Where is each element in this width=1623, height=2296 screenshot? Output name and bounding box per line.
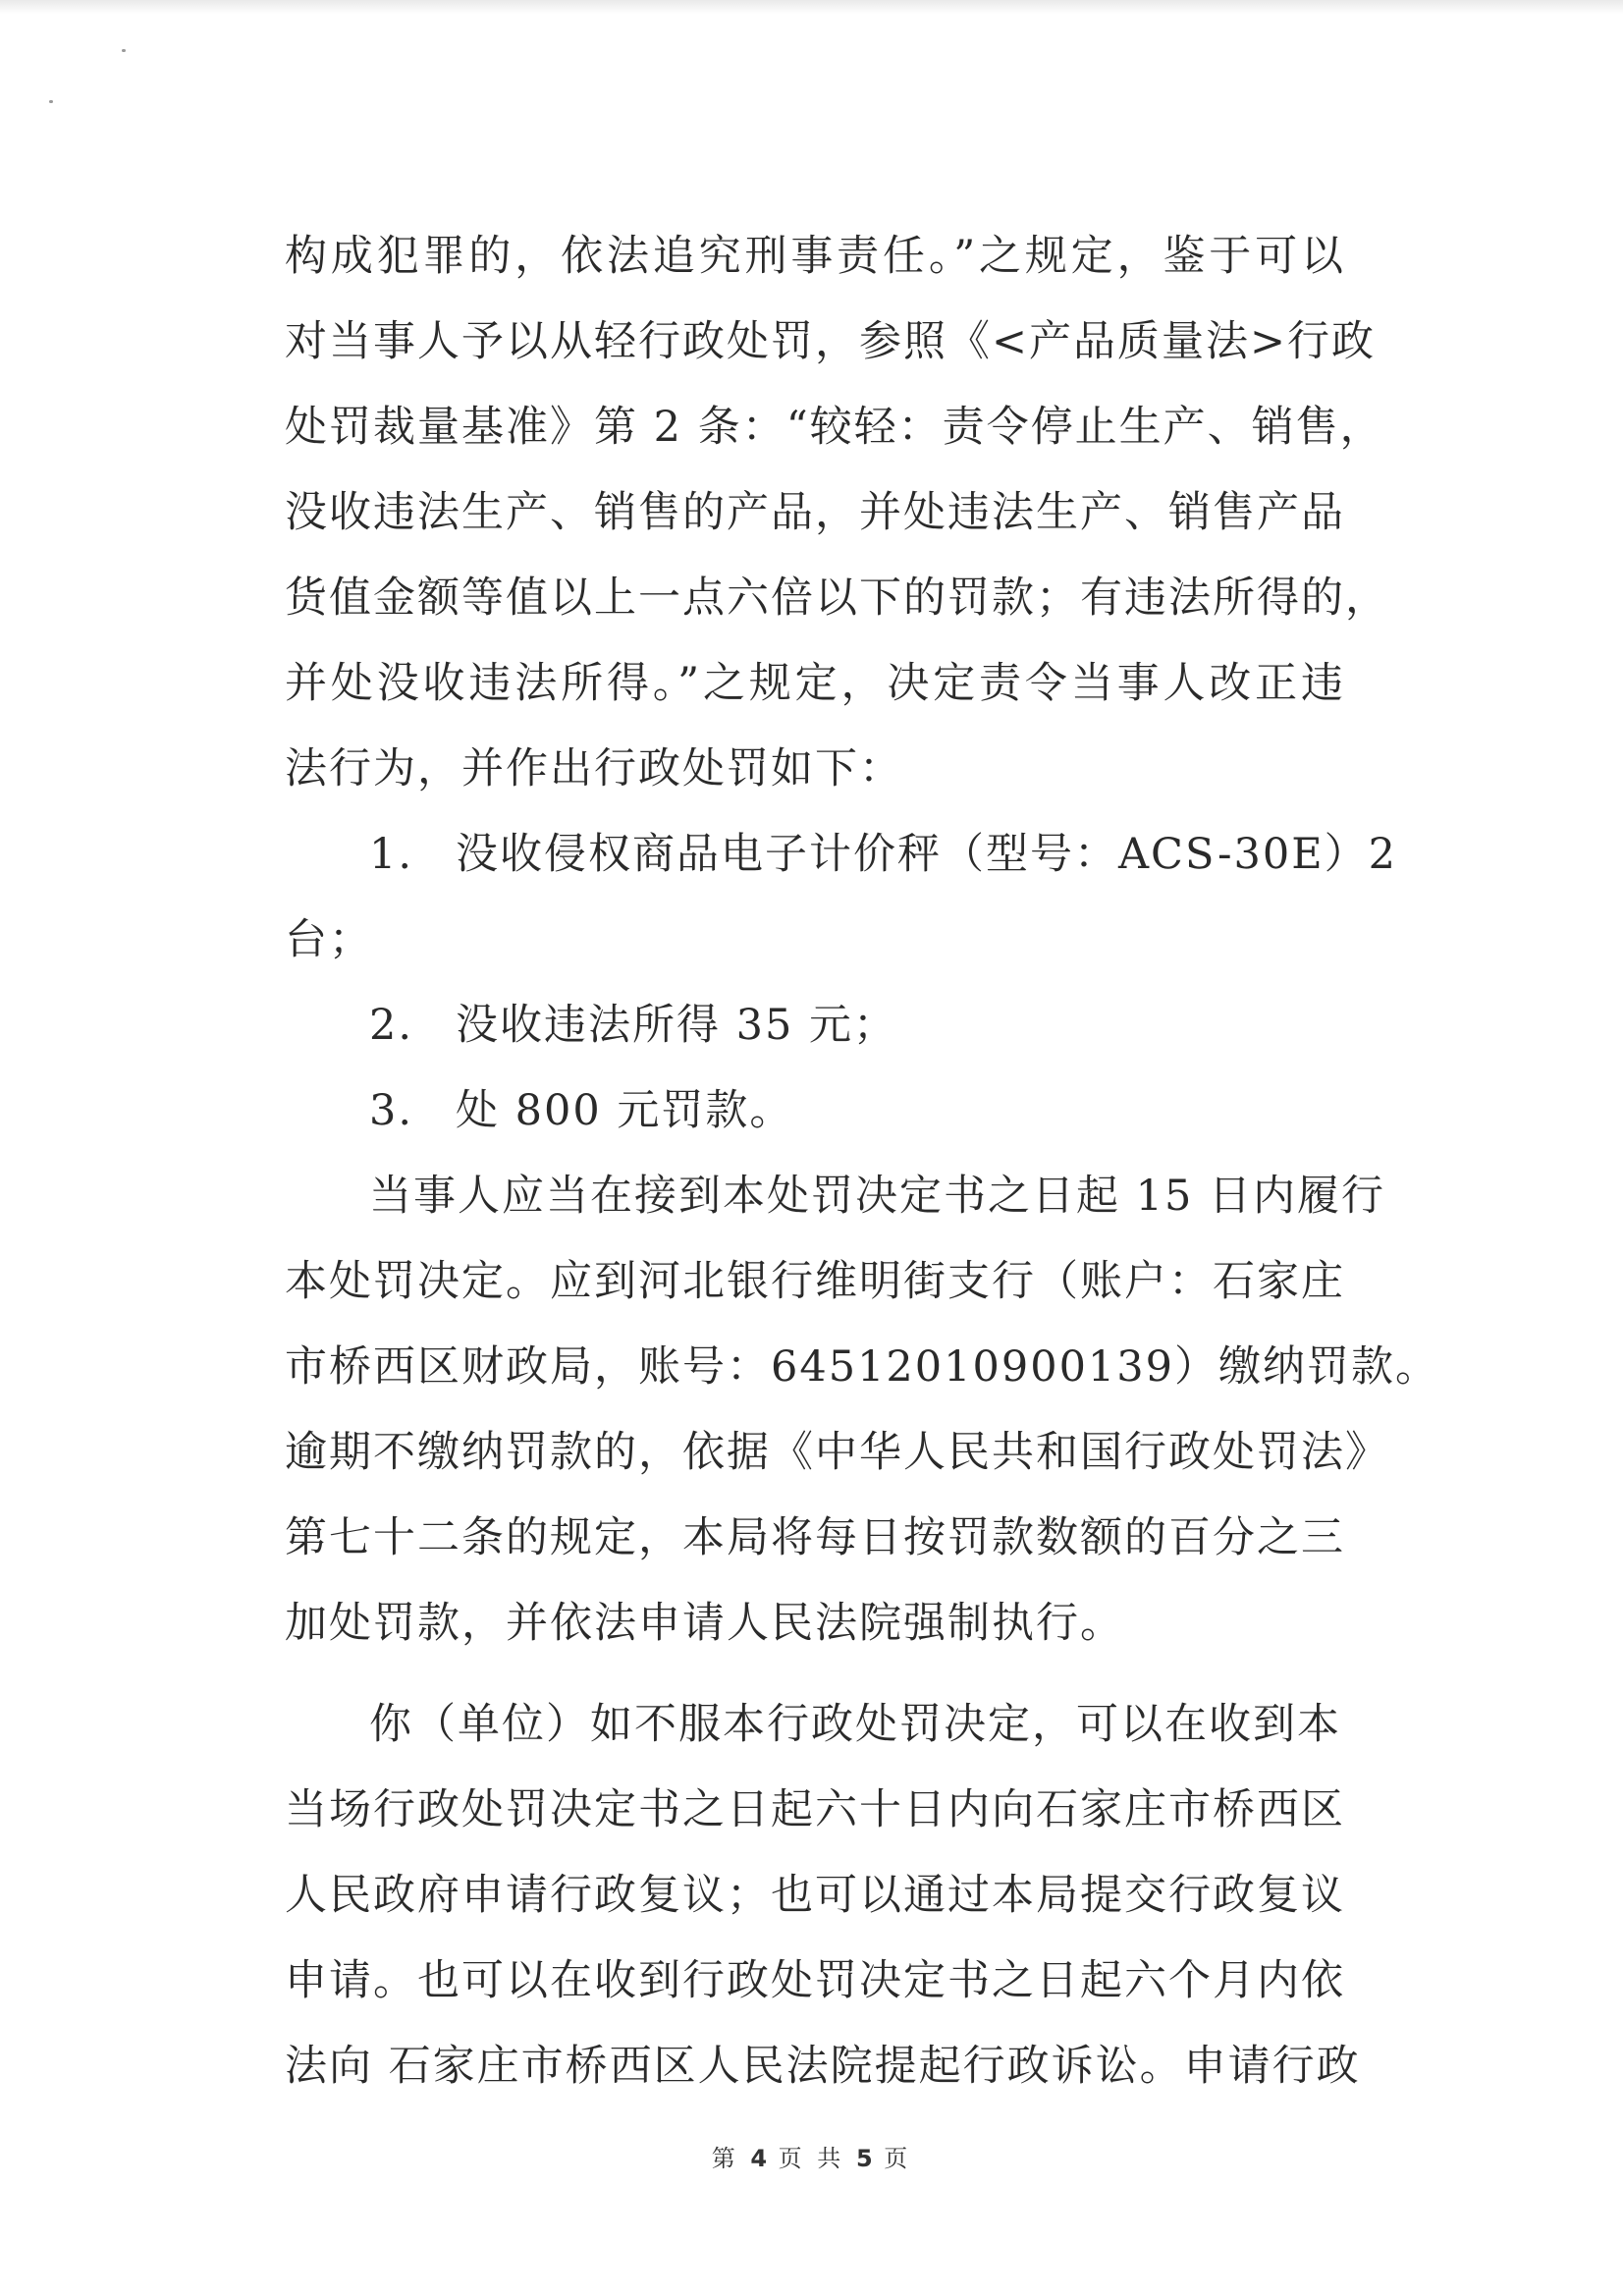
penalty-item-continuation: [285, 898, 1345, 983]
footer-middle: 页 共: [778, 2145, 845, 2172]
penalty-item: [285, 1068, 1345, 1154]
appeal-line: 当场行政处罚决定书之日起六十日内向石家庄市桥西区: [285, 1785, 1345, 1834]
body-line: 没收违法生产、销售的产品，并处违法生产、销售产品: [285, 488, 1345, 537]
body-line: 货值金额等值以上一点六倍以下的罚款；有违法所得的，: [285, 574, 1389, 623]
body-line: 处罚裁量基准》第 2 条：“较轻：责令停止生产、销售，: [285, 403, 1384, 452]
scan-speck: [49, 100, 53, 103]
body-line: 法行为，并作出行政处罚如下：: [285, 744, 903, 793]
penalty-item-number: 1.: [369, 830, 414, 879]
appeal-line: 你（单位）如不服本行政处罚决定，可以在收到本: [369, 1700, 1341, 1749]
scan-speck: [122, 49, 126, 52]
footer-suffix: 页: [884, 2145, 912, 2172]
penalty-item-text: 没收侵权商品电子计价秤（型号：ACS-30E）2: [456, 830, 1397, 879]
payment-line: 加处罚款，并依法申请人民法院强制执行。: [285, 1599, 1124, 1648]
penalty-item: [285, 812, 1397, 898]
penalty-item-number: 2.: [369, 1001, 414, 1050]
scan-edge: [0, 0, 1623, 14]
appeal-line: 人民政府申请行政复议；也可以通过本局提交行政复议: [285, 1871, 1345, 1920]
footer-prefix: 第: [711, 2145, 739, 2172]
page-number-footer: [0, 2139, 1623, 2173]
payment-line: 本处罚决定。应到河北银行维明街支行（账户：石家庄: [285, 1257, 1345, 1306]
document-body: [285, 214, 1440, 2109]
penalty-item: [285, 983, 1345, 1068]
appeal-line: 法向 石家庄市桥西区人民法院提起行政诉讼。申请行政: [285, 2042, 1361, 2091]
payment-line: 第七十二条的规定，本局将每日按罚款数额的百分之三: [285, 1513, 1345, 1562]
penalty-item-number: 3.: [369, 1086, 414, 1135]
payment-line: 市桥西区财政局，账号：64512010900139）缴纳罚款。: [285, 1342, 1440, 1392]
body-line: 并处没收违法所得。”之规定，决定责令当事人改正违: [285, 659, 1345, 708]
penalty-item-text: 处 800 元罚款。: [456, 1086, 794, 1135]
body-line: 构成犯罪的，依法追究刑事责任。”之规定，鉴于可以: [285, 232, 1345, 281]
body-line: 对当事人予以从轻行政处罚，参照《<产品质量法>行政: [285, 317, 1377, 366]
penalty-item-text: 没收违法所得 35 元；: [456, 1001, 898, 1050]
footer-total-pages: 5: [855, 2145, 873, 2172]
appeal-line: 申请。也可以在收到行政处罚决定书之日起六个月内依: [285, 1956, 1345, 2005]
footer-current-page: 4: [750, 2145, 768, 2172]
penalty-item-text: 台；: [285, 915, 373, 964]
payment-line: 当事人应当在接到本处罚决定书之日起 15 日内履行: [369, 1172, 1386, 1221]
payment-line: 逾期不缴纳罚款的，依据《中华人民共和国行政处罚法》: [285, 1428, 1389, 1477]
